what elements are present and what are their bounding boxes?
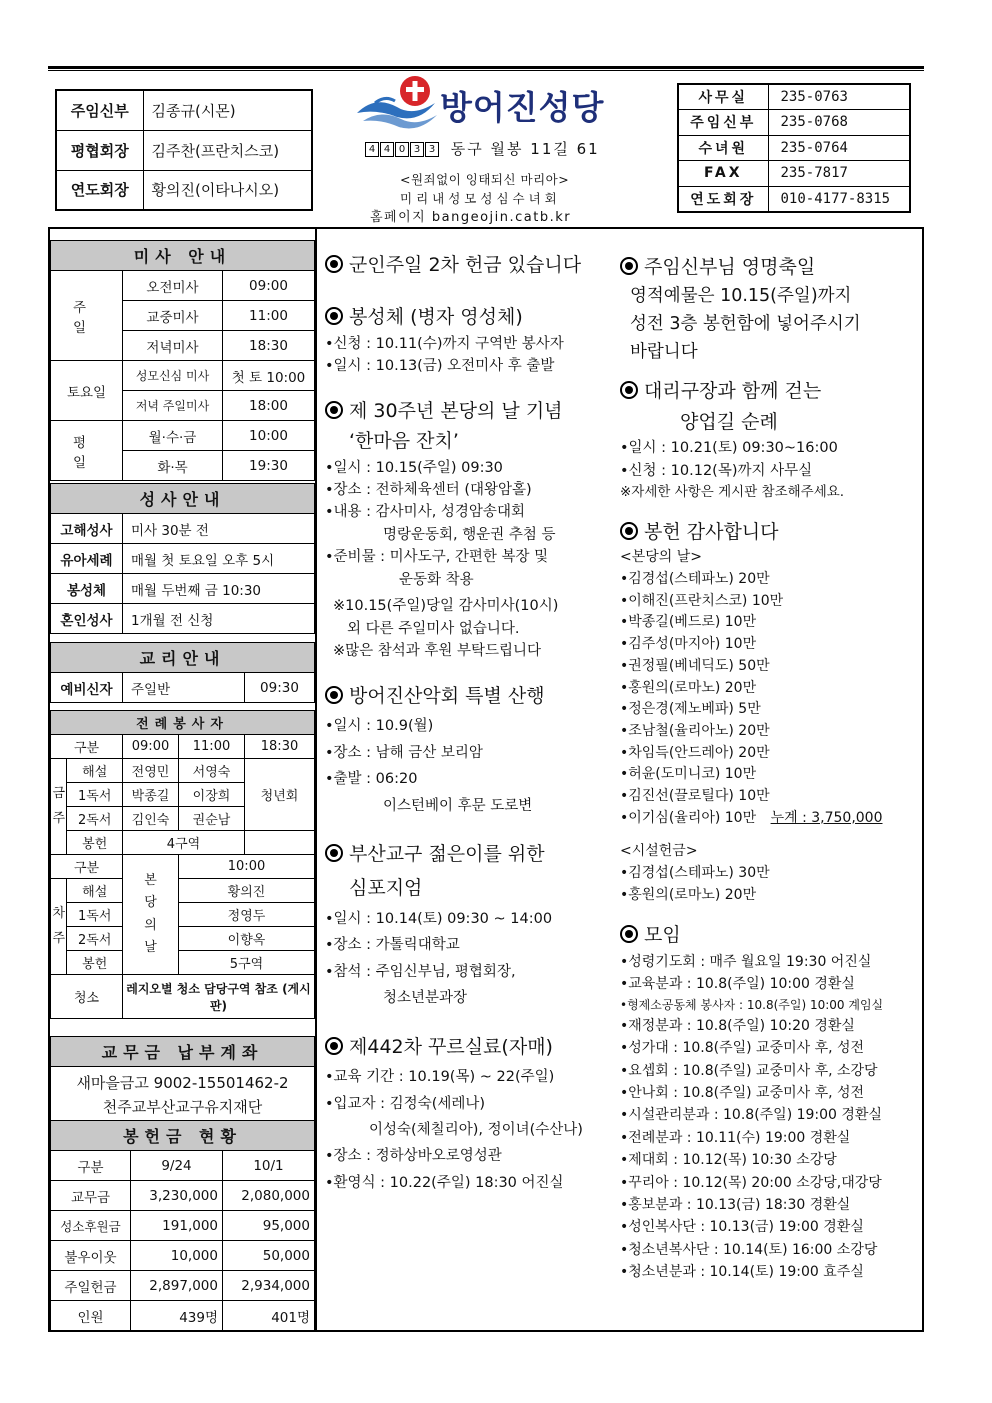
top-rule (48, 66, 924, 69)
mass-section-title: 미사 안내 (51, 241, 315, 271)
notice-line: •참석 : 주임신부님, 평협회장, (325, 963, 516, 980)
server-name: 이향옥 (179, 927, 315, 951)
sacrament-value: 1개월 전 신청 (123, 604, 315, 634)
offering-value: 3,230,000 (131, 1181, 223, 1211)
notice-heading (325, 681, 615, 711)
offering-head: 10/1 (223, 1151, 315, 1181)
server-name: 정영두 (179, 903, 315, 927)
meeting-line: •홍보분과 : 10.13(금) 18:30 경환실 (620, 1196, 851, 1213)
offering-value: 95,000 (223, 1211, 315, 1241)
donor-line: •권정필(베네딕도) 50만 (620, 657, 770, 674)
mass-name: 오전미사 (123, 271, 223, 301)
server-name: 전영민 (123, 759, 179, 783)
server-name: 황의진 (179, 879, 315, 903)
notice-heading (620, 920, 920, 950)
postal-digit: 0 (395, 142, 409, 157)
offering-key: 교무금 (51, 1181, 131, 1211)
heading-text: 봉헌 감사합니다 (644, 521, 779, 544)
notice-line: 성전 3층 봉헌함에 넣어주시기 (630, 314, 861, 335)
mass-name: 성모신심 미사 (123, 361, 223, 391)
leader-value: 김종규(시몬) (143, 90, 312, 130)
notice-line: •장소 : 가톨릭대학교 (325, 937, 460, 954)
church-title: 방어진성당 (440, 88, 605, 127)
contact-key: 연도회장 (678, 186, 768, 212)
mass-name: 저녁 주일미사 (123, 391, 223, 421)
donor-line: •김경섭(스테파노) 20만 (620, 571, 770, 588)
meeting-line: •시설관리분과 : 10.8(주일) 19:00 경환실 (620, 1107, 882, 1124)
sunday-label: 주 일 (51, 271, 123, 361)
notice-line: •교육 기간 : 10.19(목) ~ 22(주일) (325, 1069, 555, 1086)
servers-section-title: 전례봉사자 (51, 711, 315, 735)
notice-line: ※자세한 사항은 게시판 참조해주세요. (620, 484, 845, 501)
sacrament-key: 유아세례 (51, 544, 123, 574)
mass-time: 18:00 (223, 391, 315, 421)
doctrine-key: 예비신자 (51, 673, 123, 703)
notice-line: •장소 : 전하체육센터 (대왕암홀) (325, 481, 532, 498)
notice-line: •일시 : 10.14(토) 09:30 ~ 14:00 (325, 910, 553, 927)
notice-heading (325, 396, 615, 426)
contact-value: 235-7817 (768, 161, 910, 187)
donor-total: 누계 : 3,750,000 (770, 809, 883, 826)
this-week-label (51, 759, 67, 855)
address-line (365, 138, 600, 159)
offering-key: 불우이웃 (51, 1241, 131, 1271)
label-char: 의 (144, 917, 157, 933)
dues-account (51, 1067, 315, 1123)
cleaning-value: 레지오별 청소 담당구역 참조 (게시판) (123, 975, 315, 1019)
contact-key: 사무실 (678, 84, 768, 110)
contact-value: 010-4177-8315 (768, 186, 910, 212)
bullseye-icon (325, 401, 343, 419)
meeting-line: •전례분과 : 10.11(수) 19:00 경환실 (620, 1129, 851, 1146)
mass-time: 19:30 (223, 451, 315, 481)
meeting-line: •교육분과 : 10.8(주일) 10:00 경환실 (620, 976, 855, 993)
leader-key: 주임신부 (56, 90, 143, 130)
contacts-table (677, 83, 911, 213)
label-char: 차 (52, 905, 65, 921)
bullseye-icon (325, 307, 343, 325)
notice-heading (620, 252, 920, 282)
notice-heading (620, 376, 920, 406)
church-logo-icon (355, 73, 440, 133)
meeting-line: •성가대 : 10.8(주일) 교중미사 후, 성전 (620, 1040, 865, 1057)
sacrament-value: 미사 30분 전 (123, 514, 315, 544)
notice-line: •장소 : 남해 금산 보리암 (325, 744, 483, 761)
dues-section-title: 교무금 납부계좌 (51, 1037, 315, 1067)
meeting-line: •성인복사단 : 10.13(금) 19:00 경환실 (620, 1219, 864, 1236)
sisters-line: 미리내성모성심수녀회 (400, 191, 561, 206)
notice-line: 청소년분과장 (383, 990, 468, 1007)
donor-line: •홍원의(로마노) 20만 (620, 886, 757, 903)
offering-value: 2,897,000 (131, 1271, 223, 1301)
bullseye-icon (620, 925, 638, 943)
column-divider (315, 227, 317, 1332)
top-rule-thin (48, 70, 924, 71)
mass-time: 18:30 (223, 331, 315, 361)
contact-key: 수녀원 (678, 135, 768, 161)
contact-value: 235-0763 (768, 84, 910, 110)
postal-digit: 4 (365, 142, 379, 157)
donor-line: •이기심(율리아) 10만 (620, 809, 757, 826)
contact-key: FAX (678, 161, 768, 187)
leader-value: 황의진(이타나시오) (143, 170, 312, 210)
sacrament-key: 혼인성사 (51, 604, 123, 634)
role: 2독서 (67, 927, 123, 951)
notice-line: •환영식 : 10.22(주일) 18:30 어진실 (325, 1174, 564, 1191)
servers-head: 구분 (51, 855, 123, 879)
heading-text: 제 30주년 본당의 날 기념 (349, 399, 563, 422)
donor-line: •조남철(율리아노) 20만 (620, 722, 770, 739)
postal-digit: 4 (380, 142, 394, 157)
notice-line: •일시 : 10.9(월) (325, 718, 434, 735)
heading-text: 양업길 순례 (680, 410, 778, 433)
bullseye-icon (325, 844, 343, 862)
notice-line: •일시 : 10.21(토) 09:30~16:00 (620, 440, 838, 457)
heading-text: 부산교구 젊은이를 위한 (349, 842, 545, 865)
notice-heading (325, 302, 615, 332)
role: 1독서 (67, 783, 123, 807)
notice-line: •일시 : 10.13(금) 오전미사 후 출발 (325, 358, 555, 375)
notice-line: •준비물 : 미사도구, 간편한 복장 및 (325, 549, 549, 566)
mass-name: 월·수·금 (123, 421, 223, 451)
offering-value: 401명 (223, 1301, 315, 1331)
meeting-line: •꾸리아 : 10.12(목) 20:00 소강당,대강당 (620, 1174, 882, 1191)
doctrine-time: 09:30 (245, 673, 315, 703)
label-char: 날 (144, 939, 157, 955)
next-week-label (51, 879, 67, 975)
meeting-line: •제대회 : 10.12(목) 10:30 소강당 (620, 1152, 837, 1169)
donor-line-last (620, 808, 920, 830)
donor-line: •홍원의(로마노) 20만 (620, 679, 757, 696)
servers-head: 10:00 (179, 855, 315, 879)
label-char: 금 (52, 785, 65, 801)
dues-line2: 천주교부산교구유지재단 (102, 1097, 263, 1116)
server-name: 5구역 (179, 951, 315, 975)
evening-server: 청년회 (245, 759, 315, 831)
address-text: 동구 월봉 11길 61 (450, 140, 600, 158)
donor-line: •김경섭(스테파노) 30만 (620, 865, 770, 882)
leader-value: 김주찬(프란치스코) (143, 130, 312, 170)
meeting-line: •안나회 : 10.8(주일) 교중미사 후, 성전 (620, 1084, 865, 1101)
label-char: 주 (52, 930, 65, 946)
offering-value: 191,000 (131, 1211, 223, 1241)
offering-value: 439명 (131, 1301, 223, 1331)
contact-value: 235-0764 (768, 135, 910, 161)
mass-time: 10:00 (223, 421, 315, 451)
role: 해설 (67, 879, 123, 903)
sacrament-key: 고해성사 (51, 514, 123, 544)
cleaning-key: 청소 (51, 975, 123, 1019)
notice-note: ※많은 참석과 후원 부탁드립니다 (333, 643, 542, 660)
sacrament-value: 매월 두번째 금 10:30 (123, 574, 315, 604)
role: 봉헌 (67, 951, 123, 975)
offering-value: 50,000 (223, 1241, 315, 1271)
contact-value: 235-0768 (768, 110, 910, 136)
heading-text: 모임 (644, 924, 681, 947)
notice-heading (620, 517, 920, 547)
notice-line: •장소 : 정하상바오로영성관 (325, 1148, 502, 1165)
heading-text: 봉성체 (병자 영성체) (349, 306, 523, 329)
bullseye-icon (325, 255, 343, 273)
mass-name: 저녁미사 (123, 331, 223, 361)
meeting-line: •형제소공동체 봉사자 : 10.8(주일) 10:00 계임실 (620, 997, 884, 1012)
notice-line: •입교자 : 김정숙(세레나) (325, 1095, 486, 1112)
donor-list (620, 547, 920, 906)
server-name: 서영숙 (179, 759, 245, 783)
servers-head: 18:30 (245, 735, 315, 759)
doctrine-table (50, 642, 315, 703)
weekday-label: 평 일 (51, 421, 123, 481)
heading-text: 방어진산악회 특별 산행 (349, 684, 545, 707)
saturday-label: 토요일 (51, 361, 123, 421)
notice-note: ※10.15(주일)당일 감사미사(10시) (333, 598, 559, 615)
heading-text: 제442차 꾸르실료(자매) (349, 1035, 553, 1058)
notice-line: •신청 : 10.11(수)까지 구역반 봉사자 (325, 335, 564, 352)
postal-digit: 3 (410, 142, 424, 157)
offering-group: 4구역 (123, 831, 245, 855)
postal-digit: 3 (425, 142, 439, 157)
notice-line: 이스턴베이 후문 도로변 (383, 797, 533, 814)
meeting-line: •청소년복사단 : 10.14(토) 16:00 소강당 (620, 1241, 878, 1258)
role: 봉헌 (67, 831, 123, 855)
servers-head: 구분 (51, 735, 123, 759)
heading-text: 심포지엄 (349, 877, 423, 900)
donor-line: •차임득(안드레아) 20만 (620, 744, 770, 761)
notice-line: 바랍니다 (630, 342, 698, 363)
label-char: 당 (144, 895, 157, 911)
dues-line1: 새마을금고 9002-15501462-2 (76, 1073, 289, 1092)
server-name: 김인숙 (123, 807, 179, 831)
doctrine-section-title: 교리안내 (51, 643, 315, 673)
heading-text: 대리구장과 함께 걷는 (644, 380, 822, 403)
notice-note: 외 다른 주일미사 없습니다. (347, 620, 520, 637)
mass-name: 교중미사 (123, 301, 223, 331)
donor-line: •이해진(프란치스코) 10만 (620, 592, 784, 609)
sacrament-key: 봉성체 (51, 574, 123, 604)
meeting-list (620, 951, 920, 1284)
sacrament-section-title: 성사안내 (51, 484, 315, 514)
donor-subheading: <시설헌금> (620, 843, 698, 860)
sacrament-value: 매월 첫 토요일 오후 5시 (123, 544, 315, 574)
server-name: 권순남 (179, 807, 245, 831)
donor-line: •김주성(마지아) 10만 (620, 636, 757, 653)
notice-line: •일시 : 10.15(주일) 09:30 (325, 459, 503, 476)
server-name: 이장희 (179, 783, 245, 807)
donor-subheading: <본당의 날> (620, 549, 703, 566)
homepage-line: 홈페이지 bangeojin.catb.kr (370, 210, 572, 225)
offering-head: 9/24 (131, 1151, 223, 1181)
role: 2독서 (67, 807, 123, 831)
mass-name: 화·목 (123, 451, 223, 481)
notices-column-1 (325, 250, 615, 1194)
meeting-line: •청소년분과 : 10.14(토) 19:00 효주실 (620, 1264, 864, 1281)
notice-heading (325, 839, 615, 869)
label-char: 본 (144, 873, 157, 889)
offering-section-title: 봉헌금 현황 (51, 1121, 315, 1151)
notice-line: 명랑운동회, 행운권 추첨 등 (383, 526, 556, 543)
notices-column-2 (620, 252, 920, 1283)
mass-time: 09:00 (223, 271, 315, 301)
donor-line: •박종길(베드로) 10만 (620, 614, 757, 631)
offering-table (50, 1120, 315, 1331)
servers-head: 11:00 (179, 735, 245, 759)
notice-line: •신청 : 10.12(목)까지 사무실 (620, 462, 813, 479)
bullseye-icon (620, 257, 638, 275)
offering-key: 인원 (51, 1301, 131, 1331)
heading-text: 주임신부님 영명축일 (644, 256, 816, 278)
notice-line: 이성숙(체칠리아), 정이녀(수산나) (369, 1121, 583, 1138)
leaders-table (55, 89, 313, 211)
role: 해설 (67, 759, 123, 783)
bullseye-icon (620, 381, 638, 399)
parish-day-label (123, 855, 179, 975)
offering-value: 2,080,000 (223, 1181, 315, 1211)
sacrament-table (50, 483, 315, 634)
notice-heading (325, 250, 615, 280)
notice-line: •출발 : 06:20 (325, 771, 418, 788)
meeting-line: •성령기도회 : 매주 월요일 19:30 어진실 (620, 953, 872, 970)
notice-line: •내용 : 감사미사, 성경암송대회 (325, 504, 525, 521)
notice-heading (325, 1032, 615, 1062)
offering-head: 구분 (51, 1151, 131, 1181)
notice-line: 운동화 착용 (399, 571, 474, 588)
bullseye-icon (620, 522, 638, 540)
leader-key: 연도회장 (56, 170, 143, 210)
heading-text: ‘한마음 잔치’ (349, 430, 459, 453)
label-char: 주 (52, 810, 65, 826)
offering-key: 성소후원금 (51, 1211, 131, 1241)
server-name: 박종길 (123, 783, 179, 807)
empty-cell (245, 831, 315, 855)
mass-table (50, 240, 315, 481)
offering-value: 2,934,000 (223, 1271, 315, 1301)
servers-head: 09:00 (123, 735, 179, 759)
dues-table (50, 1036, 315, 1123)
mass-time: 첫 토 10:00 (223, 361, 315, 391)
contact-key: 주임신부 (678, 110, 768, 136)
donor-line: •김진선(끌로틸다) 10만 (620, 787, 770, 804)
servers-table (50, 710, 315, 1019)
meeting-line: •재정분과 : 10.8(주일) 10:20 경환실 (620, 1017, 855, 1034)
mass-time: 11:00 (223, 301, 315, 331)
role: 1독서 (67, 903, 123, 927)
patron-line: <원죄없이 잉태되신 마리아> (400, 172, 570, 187)
offering-key: 주일헌금 (51, 1271, 131, 1301)
doctrine-value: 주일반 (123, 673, 245, 703)
bullseye-icon (325, 686, 343, 704)
donor-line: •허윤(도미니코) 10만 (620, 766, 757, 783)
notice-line: 영적예물은 10.15(주일)까지 (630, 286, 852, 307)
heading-text: 군인주일 2차 헌금 있습니다 (349, 254, 582, 276)
bullseye-icon (325, 1037, 343, 1055)
leader-key: 평협회장 (56, 130, 143, 170)
meeting-line: •요셉회 : 10.8(주일) 교중미사 후, 소강당 (620, 1062, 878, 1079)
donor-line: •정은경(제노베파) 5만 (620, 701, 761, 718)
offering-value: 10,000 (131, 1241, 223, 1271)
